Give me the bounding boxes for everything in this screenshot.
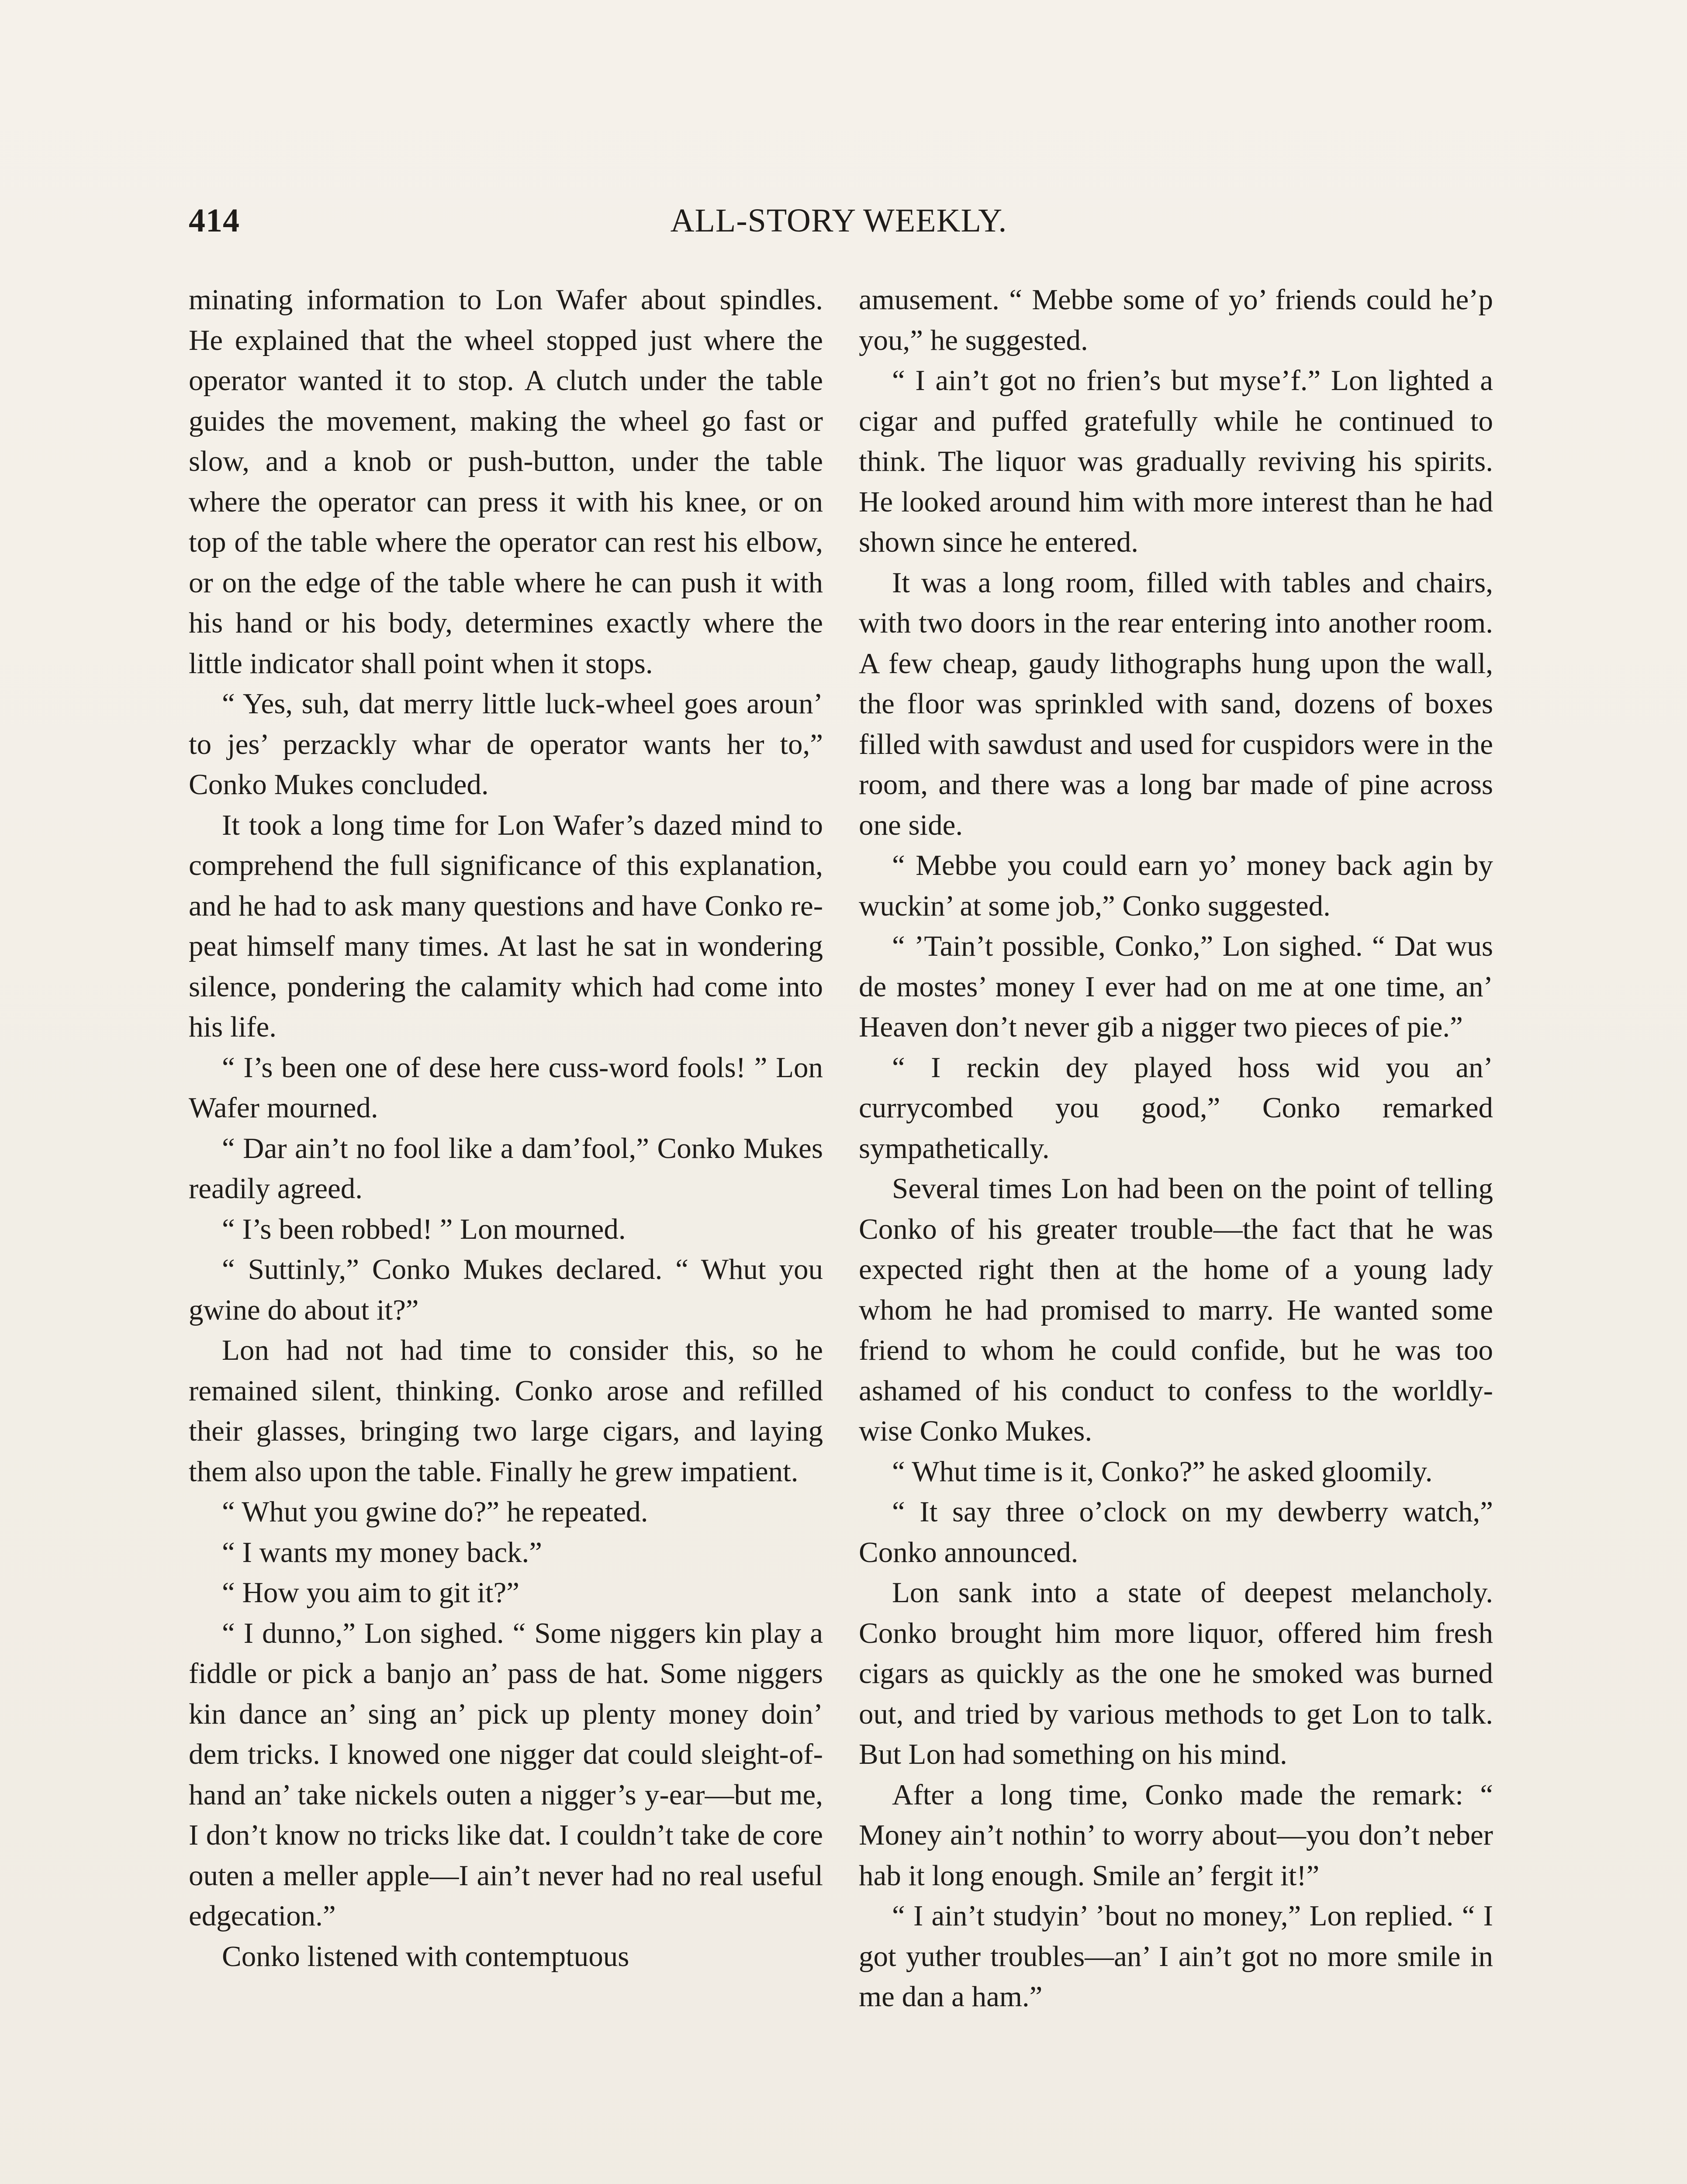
paragraph: “ I ain’t studyin’ ’bout no money,” Lon replied. “ I got yuther troubles—an’ I ain’t got no more smile in me dan a ham.” [859, 1900, 1493, 2013]
paragraph: “ Whut you gwine do?” he repeated. [222, 1496, 648, 1528]
page-number: 414 [189, 202, 240, 239]
paragraph: “ I wants my money back.” [222, 1536, 543, 1569]
paragraph: minating information to Lon Wafer about spindles. He explained that the wheel stopped just where the operator wanted it to stop. A clutch under the table guides the movement, making the wheel go fast or slow, and a knob or push-button, under the table where the operator can press it with his knee, or on top of the table where the operator can rest his elbow, or on the edge of the table where he can push it with his hand or his body, determines exactly where the little indicator shall point when it stops. [189, 283, 823, 680]
paragraph: “ Mebbe you could earn yo’ money back agin by wuckin’ at some job,” Conko suggested. [859, 849, 1493, 922]
paragraph: Conko listened with contemptuous [222, 1940, 629, 1973]
right-column [859, 280, 1493, 2017]
paragraph: “ I ain’t got no frien’s but myse’f.” Lon lighted a cigar and puffed gratefully while he continued to think. The liquor was gradually reviving his spirits. He looked around him with more interest than he had shown since he entered. [859, 364, 1493, 558]
paragraph: Lon sank into a state of deepest melancholy. Conko brought him more liquor, offered him fresh cigars as quickly as the one he smoked was burned out, and tried by various methods to get Lon to talk. But Lon had something on his mind. [859, 1576, 1493, 1770]
paragraph: “ Whut time is it, Conko?” he asked gloomily. [892, 1455, 1433, 1488]
paragraph: After a long time, Conko made the remark: “ Money ain’t nothin’ to worry about—you don’t neber hab it long enough. Smile an’ fergit it!” [859, 1778, 1493, 1892]
paragraph: Several times Lon had been on the point of telling Conko of his greater trouble—the fact that he was expected right then at the home of a young lady whom he had promised to marry. He wanted some friend to whom he could confide, but he was too ashamed of his conduct to confess to the worldly-wise Conko Mukes. [859, 1172, 1493, 1447]
paragraph: It was a long room, filled with tables and chairs, with two doors in the rear entering into another room. A few cheap, gaudy lithographs hung upon the wall, the floor was sprinkled with sand, dozens of boxes filled with sawdust and used for cuspidors were in the room, and there was a long bar made of pine across one side. [859, 566, 1493, 841]
paragraph: Lon had not had time to consider this, so he remained silent, thinking. Conko arose and refilled their glasses, bringing two large cigars, and laying them also upon the table. Finally he grew impatient. [189, 1334, 823, 1488]
left-column [189, 280, 823, 1977]
running-head [183, 202, 1494, 254]
paragraph: “ ’Tain’t possible, Conko,” Lon sighed. “ Dat wus de mostes’ money I ever had on me at one time, an’ Heaven don’t never gib a nigger two pieces of pie.” [859, 930, 1493, 1043]
paragraph: “ I reckin dey played hoss wid you an’ currycombed you good,” Conko remarked sympathetically. [859, 1051, 1493, 1165]
paragraph: “ It say three o’clock on my dewberry watch,” Conko announced. [859, 1496, 1493, 1569]
paragraph: It took a long time for Lon Wafer’s dazed mind to comprehend the full significance of this explanation, and he had to ask many questions and have Conko repeat himself many times. At last he sat in wondering silence, pondering the calamity which had come into his life. [189, 809, 823, 1043]
paragraph: “ How you aim to git it?” [222, 1576, 520, 1609]
paragraph: “ Dar ain’t no fool like a dam’fool,” Conko Mukes readily agreed. [189, 1132, 823, 1205]
paragraph: “ I dunno,” Lon sighed. “ Some niggers kin play a fiddle or pick a banjo an’ pass de hat. Some niggers kin dance an’ sing an’ pick up plenty money doin’ dem tricks. I knowed one nigger dat could sleight-of-hand an’ take nickels outen a nigger’s y-ear—but me, I don’t know no tricks like dat. I couldn’t take de core outen a meller apple—I ain’t never had no real useful edgecation.” [189, 1617, 823, 1932]
paragraph: “ I’s been robbed! ” Lon mourned. [222, 1213, 626, 1245]
paragraph: “ Yes, suh, dat merry little luck-wheel goes aroun’ to jes’ perzackly whar de operator wants her to,” Conko Mukes concluded. [189, 688, 823, 801]
paragraph: “ Suttinly,” Conko Mukes declared. “ Whut you gwine do about it?” [189, 1253, 823, 1326]
paragraph: “ I’s been one of dese here cuss-word fools! ” Lon Wafer mourned. [189, 1051, 823, 1124]
paragraph: amusement. “ Mebbe some of yo’ friends could he’p you,” he suggested. [859, 283, 1493, 356]
journal-title: ALL-STORY WEEKLY. [670, 202, 1007, 239]
